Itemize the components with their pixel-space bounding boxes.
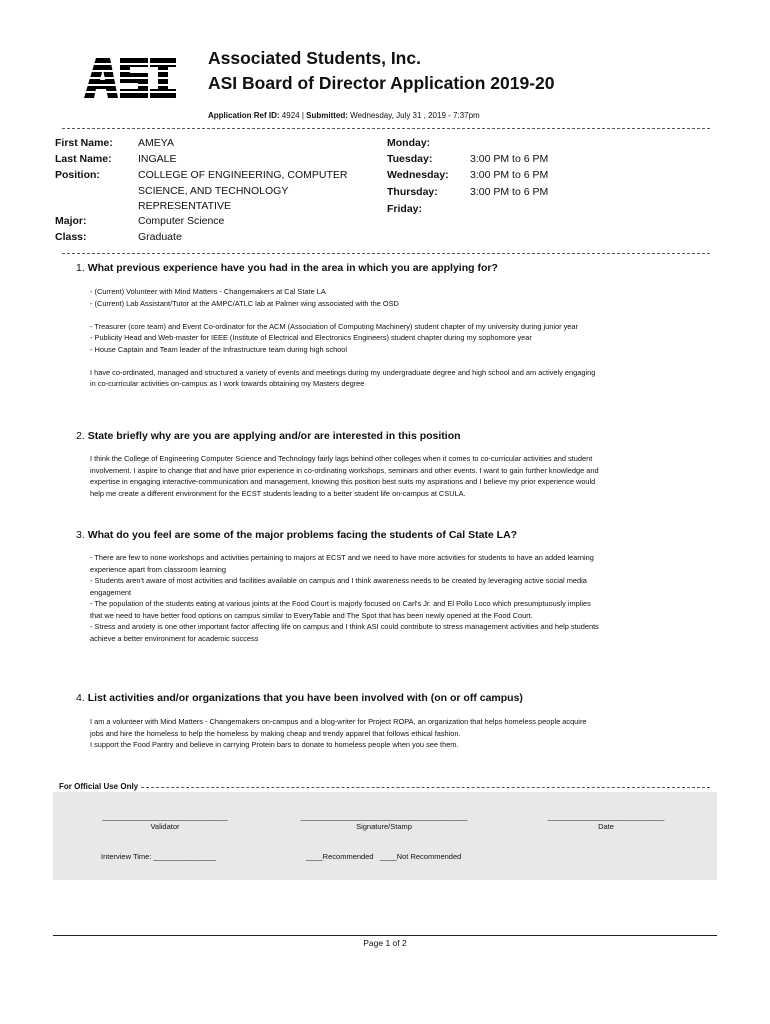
answer-line: involvement. I aspire to change that and have prior experience in co-ordinating workshops, seminars and other events. I want to gain further knowledge and bbox=[90, 465, 599, 475]
answer-line: - The population of the students eating at various joints at the Food Court is majorly focused on Carl's Jr. and El Pollo Loco which presumptuously implies bbox=[90, 599, 591, 608]
question-text: What previous experience have you had in the area in which you are applying for? bbox=[87, 262, 498, 274]
validator-label: Validator bbox=[150, 822, 180, 831]
answer-line: I support the Food Pantry and believe in carrying Protein bars to donate to homeless people when you see them. bbox=[90, 740, 459, 749]
answer-line: experience apart from classroom learning bbox=[90, 564, 226, 574]
first-name-value: AMEYA bbox=[138, 137, 174, 149]
submitted-label: Submitted: bbox=[306, 111, 348, 120]
date-label: Date bbox=[598, 822, 614, 831]
application-ref-line bbox=[208, 111, 480, 120]
divider-info bbox=[62, 253, 710, 254]
answer-line: help me create a different environment for the ECST students leading to a better student life on-campus at CSULA. bbox=[90, 488, 466, 498]
day-thursday: Thursday: bbox=[387, 186, 438, 198]
answer-line: - (Current) Lab Assistant/Tutor at the AMPC/ATLC lab at Palmer wing associated with the OSD bbox=[90, 298, 399, 308]
major-label: Major: bbox=[55, 215, 87, 227]
footer-rule bbox=[53, 935, 717, 936]
answer-line: achieve a better environment for academic success bbox=[90, 633, 259, 643]
answer-line: - There are few to none workshops and activities pertaining to majors at ECST and we need to have more activities for students to have an added learning bbox=[90, 553, 594, 562]
submitted-value: Wednesday, July 31 , 2019 - 7:37pm bbox=[350, 111, 480, 120]
question-3 bbox=[76, 529, 517, 541]
question-text: State briefly why are you are applying and/or are interested in this position bbox=[87, 430, 461, 442]
major-value: Computer Science bbox=[138, 215, 225, 227]
day-wednesday: Wednesday: bbox=[387, 169, 449, 181]
answer-line: that we need to have better food options on campus similar to EveryTable and The Spot that has been newly opened at the Food Court. bbox=[90, 610, 533, 620]
position-line: COLLEGE OF ENGINEERING, COMPUTER bbox=[138, 169, 348, 181]
answer-line: - Students aren't aware of most activities and facilities available on campus and I think awareness needs to be created by leveraging active social media bbox=[90, 576, 587, 585]
position-value bbox=[138, 168, 347, 215]
position-line: REPRESENTATIVE bbox=[138, 200, 231, 212]
date-line: ____________________________ bbox=[547, 812, 665, 821]
answer-3 bbox=[90, 552, 690, 644]
answer-line: - Treasurer (core team) and Event Co-ordinator for the ACM (Association of Computing Machinery) student chapter of my university during junior year bbox=[90, 321, 578, 331]
recommended-field: ____Recommended bbox=[306, 852, 374, 861]
time-wednesday: 3:00 PM to 6 PM bbox=[470, 169, 549, 181]
answer-line: in co-curricular activities on-campus as I work towards obtaining my Masters degree bbox=[90, 379, 365, 388]
ref-separator: | bbox=[299, 111, 307, 120]
divider-top bbox=[62, 128, 710, 129]
question-1 bbox=[76, 262, 498, 274]
answer-line: - (Current) Volunteer with Mind Matters - Changemakers at Cal State LA bbox=[90, 287, 326, 296]
position-label: Position: bbox=[55, 169, 100, 181]
answer-line: I am a volunteer with Mind Matters - Changemakers on-campus and a blog-writer for Project ROPA, an organization that helps homeless people acquire bbox=[90, 717, 587, 726]
position-line: SCIENCE, AND TECHNOLOGY bbox=[138, 184, 289, 197]
interview-time-field: Interview Time: _______________ bbox=[101, 852, 217, 861]
day-friday: Friday: bbox=[387, 203, 423, 215]
time-thursday: 3:00 PM to 6 PM bbox=[470, 186, 549, 198]
answer-2 bbox=[90, 453, 690, 499]
ref-id: 4924 bbox=[281, 111, 300, 120]
answer-line: I have co-ordinated, managed and structured a variety of events and meetings during my undergraduate degree and high school and am actively engaging bbox=[90, 367, 596, 377]
divider-official bbox=[56, 787, 710, 788]
first-name-label: First Name: bbox=[55, 137, 113, 149]
signature-line: ________________________________________ bbox=[300, 812, 468, 821]
last-name-label: Last Name: bbox=[55, 153, 112, 165]
answer-line: I think the College of Engineering Computer Science and Technology fairly lags behind other colleges when it comes to co-curricular activities and student bbox=[90, 454, 593, 463]
signature-label: Signature/Stamp bbox=[356, 822, 412, 831]
answer-1 bbox=[90, 286, 690, 390]
official-use-box bbox=[53, 792, 717, 880]
question-number: 2. bbox=[76, 430, 85, 442]
question-text: List activities and/or organizations that you have been involved with (on or off campus) bbox=[87, 692, 523, 704]
question-number: 1. bbox=[76, 262, 85, 274]
last-name-value: INGALE bbox=[138, 153, 177, 165]
question-number: 4. bbox=[76, 692, 85, 704]
class-value: Graduate bbox=[138, 231, 182, 243]
answer-line: - Stress and anxiety is one other important factor affecting life on campus and I think ASI could contribute to stress management activities and help students bbox=[90, 622, 599, 631]
question-text: What do you feel are some of the major problems facing the students of Cal State LA? bbox=[87, 529, 518, 541]
answer-4 bbox=[90, 716, 690, 751]
answer-line: - House Captain and Team leader of the Infrastructure team during high school bbox=[90, 344, 348, 354]
time-tuesday: 3:00 PM to 6 PM bbox=[470, 153, 549, 165]
question-2 bbox=[76, 430, 461, 442]
answer-line: expertise in engaging interactive-communication and management, knowing this position best suits my aspirations and I believe my prior experience would bbox=[90, 477, 596, 486]
answer-line: jobs and hire the homeless to help the homeless by making cheap and trendy apparel that follows ethical fashion. bbox=[90, 728, 461, 738]
day-tuesday: Tuesday: bbox=[387, 153, 433, 165]
asi-logo bbox=[84, 58, 176, 98]
question-number: 3. bbox=[76, 529, 85, 541]
not-recommended-field: ____Not Recommended bbox=[380, 852, 462, 861]
answer-line: - Publicity Head and Web-master for IEEE (Institute of Electrical and Electronics Engineers) student chapter during my sophomore year bbox=[90, 333, 532, 342]
validator-line: ______________________________ bbox=[102, 812, 228, 821]
page-number: Page 1 of 2 bbox=[363, 938, 407, 948]
answer-line: engagement bbox=[90, 587, 132, 597]
question-4 bbox=[76, 692, 523, 704]
org-title: Associated Students, Inc. bbox=[208, 48, 421, 68]
ref-label: Application Ref ID: bbox=[208, 111, 280, 120]
application-title: ASI Board of Director Application 2019-20 bbox=[208, 73, 555, 93]
day-monday: Monday: bbox=[387, 137, 431, 149]
class-label: Class: bbox=[55, 231, 87, 243]
official-use-label: For Official Use Only bbox=[56, 782, 141, 791]
